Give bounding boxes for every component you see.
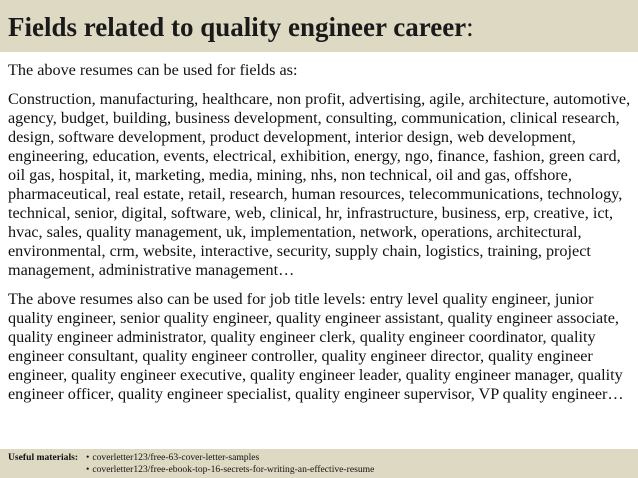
title-bar <box>0 0 638 52</box>
footer-bar <box>0 449 638 478</box>
job-titles-paragraph: The above resumes also can be used for job title levels: entry level quality engineer, junior quality engineer, senior quality engineer, quality engineer assistant, quality engineer associate, quality engineer administrator, quality engineer clerk, quality engineer coordinator, quality engineer consultant, quality engineer controller, quality engineer director, quality engineer engineer, quality engineer executive, quality engineer leader, quality engineer manager, quality engineer officer, quality engineer specialist, quality engineer supervisor, VP quality engineer… <box>8 290 624 403</box>
footer-link-2[interactable]: coverletter123/free-ebook-top-16-secrets-for-writing-an-effective-resume <box>92 464 375 475</box>
content-area <box>8 61 636 404</box>
bullet-icon: • <box>86 452 90 463</box>
footer-spacer <box>8 464 86 476</box>
footer-label: Useful materials: <box>8 452 79 463</box>
footer-row-2 <box>8 464 638 476</box>
page-title-text: Fields related to quality engineer career <box>8 12 467 42</box>
footer-row-1 <box>8 452 638 464</box>
page-title-colon: : <box>466 12 474 42</box>
footer-link-1[interactable]: coverletter123/free-63-cover-letter-samples <box>92 452 260 463</box>
bullet-icon: • <box>86 464 90 475</box>
fields-paragraph: Construction, manufacturing, healthcare, non profit, advertising, agile, architecture, automotive, agency, budget, building, business development, consulting, communication, clinical research, design, software development, product development, interior design, web development, engineering, education, events, electrical, exhibition, energy, ngo, finance, fashion, green card, oil gas, hospital, it, marketing, media, mining, nhs, non technical, oil and gas, offshore, pharmaceutical, real estate, retail, research, human resources, telecommunications, technology, technical, senior, digital, software, web, clinical, hr, infrastructure, business, erp, creative, ict, hvac, sales, quality management, uk, implementation, network, operations, architectural, environmental, crm, website, interactive, security, supply chain, logistics, training, project management, administrative management… <box>8 90 631 279</box>
page-title <box>8 12 638 42</box>
intro-paragraph: The above resumes can be used for fields as: <box>8 61 298 79</box>
